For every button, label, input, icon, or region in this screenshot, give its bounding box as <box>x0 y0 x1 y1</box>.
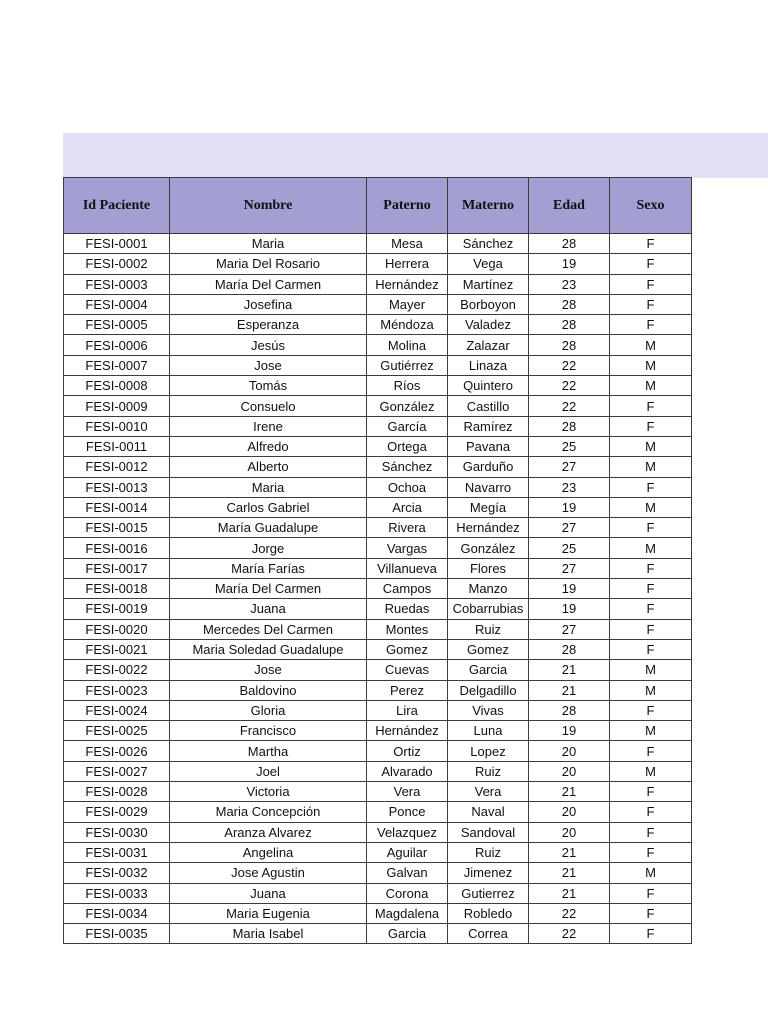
cell-sexo: M <box>610 376 692 396</box>
cell-materno: Borboyon <box>448 294 529 314</box>
cell-paterno: Ortega <box>367 436 448 456</box>
cell-nombre: Gloria <box>170 700 367 720</box>
cell-edad: 21 <box>529 680 610 700</box>
table-row <box>64 680 692 700</box>
cell-paterno: Hernández <box>367 274 448 294</box>
cell-paterno: González <box>367 396 448 416</box>
table-row <box>64 416 692 436</box>
cell-id-paciente: FESI-0028 <box>64 782 170 802</box>
cell-edad: 19 <box>529 599 610 619</box>
cell-nombre: Irene <box>170 416 367 436</box>
cell-paterno: Herrera <box>367 254 448 274</box>
table-row <box>64 234 692 254</box>
cell-nombre: Maria Isabel <box>170 924 367 944</box>
cell-paterno: Gomez <box>367 639 448 659</box>
cell-paterno: Alvarado <box>367 761 448 781</box>
header-edad: Edad <box>529 178 610 234</box>
cell-paterno: Rivera <box>367 518 448 538</box>
cell-id-paciente: FESI-0031 <box>64 842 170 862</box>
header-sexo: Sexo <box>610 178 692 234</box>
table-row <box>64 599 692 619</box>
cell-sexo: M <box>610 355 692 375</box>
cell-id-paciente: FESI-0030 <box>64 822 170 842</box>
cell-sexo: M <box>610 436 692 456</box>
table-row <box>64 518 692 538</box>
cell-id-paciente: FESI-0003 <box>64 274 170 294</box>
table-row <box>64 436 692 456</box>
cell-nombre: María Guadalupe <box>170 518 367 538</box>
table-body <box>64 234 692 944</box>
cell-materno: Martínez <box>448 274 529 294</box>
table-row <box>64 782 692 802</box>
table-row <box>64 396 692 416</box>
cell-sexo: F <box>610 518 692 538</box>
cell-id-paciente: FESI-0026 <box>64 741 170 761</box>
cell-edad: 19 <box>529 254 610 274</box>
cell-paterno: Gutiérrez <box>367 355 448 375</box>
cell-id-paciente: FESI-0020 <box>64 619 170 639</box>
cell-sexo: M <box>610 680 692 700</box>
cell-sexo: M <box>610 863 692 883</box>
cell-sexo: M <box>610 761 692 781</box>
cell-paterno: Sánchez <box>367 457 448 477</box>
cell-paterno: Cuevas <box>367 660 448 680</box>
cell-sexo: F <box>610 903 692 923</box>
cell-edad: 19 <box>529 497 610 517</box>
cell-nombre: Consuelo <box>170 396 367 416</box>
cell-edad: 27 <box>529 619 610 639</box>
header-row <box>64 178 692 234</box>
cell-materno: Ruiz <box>448 761 529 781</box>
cell-id-paciente: FESI-0008 <box>64 376 170 396</box>
cell-paterno: Molina <box>367 335 448 355</box>
cell-materno: Gomez <box>448 639 529 659</box>
cell-id-paciente: FESI-0005 <box>64 315 170 335</box>
cell-materno: Lopez <box>448 741 529 761</box>
cell-edad: 21 <box>529 863 610 883</box>
cell-materno: Flores <box>448 558 529 578</box>
cell-sexo: F <box>610 924 692 944</box>
cell-id-paciente: FESI-0032 <box>64 863 170 883</box>
cell-id-paciente: FESI-0004 <box>64 294 170 314</box>
cell-edad: 28 <box>529 335 610 355</box>
header-id-paciente: Id Paciente <box>64 178 170 234</box>
cell-paterno: Galvan <box>367 863 448 883</box>
cell-materno: Gutierrez <box>448 883 529 903</box>
cell-paterno: Magdalena <box>367 903 448 923</box>
cell-nombre: Juana <box>170 599 367 619</box>
table-row <box>64 274 692 294</box>
cell-nombre: Jose <box>170 355 367 375</box>
cell-edad: 21 <box>529 842 610 862</box>
cell-nombre: Jose Agustin <box>170 863 367 883</box>
table-row <box>64 802 692 822</box>
cell-paterno: Campos <box>367 579 448 599</box>
cell-paterno: Lira <box>367 700 448 720</box>
cell-edad: 28 <box>529 639 610 659</box>
cell-materno: Sánchez <box>448 234 529 254</box>
cell-nombre: Carlos Gabriel <box>170 497 367 517</box>
cell-nombre: Maria Eugenia <box>170 903 367 923</box>
cell-sexo: F <box>610 294 692 314</box>
cell-edad: 21 <box>529 660 610 680</box>
cell-paterno: Ortiz <box>367 741 448 761</box>
cell-edad: 23 <box>529 477 610 497</box>
cell-id-paciente: FESI-0016 <box>64 538 170 558</box>
cell-nombre: Joel <box>170 761 367 781</box>
cell-nombre: Maria Soledad Guadalupe <box>170 639 367 659</box>
cell-materno: Ramírez <box>448 416 529 436</box>
cell-sexo: F <box>610 579 692 599</box>
cell-nombre: Jesús <box>170 335 367 355</box>
cell-id-paciente: FESI-0024 <box>64 700 170 720</box>
cell-paterno: Vera <box>367 782 448 802</box>
cell-paterno: Ruedas <box>367 599 448 619</box>
header-materno: Materno <box>448 178 529 234</box>
cell-paterno: Aguilar <box>367 842 448 862</box>
cell-paterno: Velazquez <box>367 822 448 842</box>
cell-paterno: Corona <box>367 883 448 903</box>
cell-paterno: Hernández <box>367 721 448 741</box>
table-row <box>64 903 692 923</box>
table-row <box>64 619 692 639</box>
table-row <box>64 355 692 375</box>
cell-edad: 28 <box>529 294 610 314</box>
cell-sexo: F <box>610 234 692 254</box>
cell-id-paciente: FESI-0002 <box>64 254 170 274</box>
cell-paterno: Ponce <box>367 802 448 822</box>
cell-nombre: Tomás <box>170 376 367 396</box>
table-row <box>64 457 692 477</box>
cell-id-paciente: FESI-0001 <box>64 234 170 254</box>
cell-sexo: F <box>610 254 692 274</box>
cell-materno: Garcia <box>448 660 529 680</box>
cell-sexo: F <box>610 802 692 822</box>
table-row <box>64 700 692 720</box>
header-paterno: Paterno <box>367 178 448 234</box>
table-row <box>64 842 692 862</box>
cell-sexo: M <box>610 538 692 558</box>
table-row <box>64 721 692 741</box>
cell-id-paciente: FESI-0025 <box>64 721 170 741</box>
cell-nombre: Alfredo <box>170 436 367 456</box>
cell-id-paciente: FESI-0022 <box>64 660 170 680</box>
cell-materno: Ruiz <box>448 619 529 639</box>
cell-nombre: Josefina <box>170 294 367 314</box>
table-row <box>64 741 692 761</box>
cell-nombre: Martha <box>170 741 367 761</box>
cell-nombre: Baldovino <box>170 680 367 700</box>
cell-id-paciente: FESI-0027 <box>64 761 170 781</box>
table-row <box>64 883 692 903</box>
cell-materno: Delgadillo <box>448 680 529 700</box>
table-row <box>64 294 692 314</box>
cell-sexo: F <box>610 883 692 903</box>
table-row <box>64 254 692 274</box>
cell-edad: 27 <box>529 518 610 538</box>
cell-sexo: F <box>610 782 692 802</box>
table-row <box>64 315 692 335</box>
cell-paterno: Perez <box>367 680 448 700</box>
cell-sexo: F <box>610 558 692 578</box>
cell-materno: Quintero <box>448 376 529 396</box>
table-row <box>64 579 692 599</box>
cell-materno: Navarro <box>448 477 529 497</box>
cell-edad: 25 <box>529 538 610 558</box>
cell-materno: Vega <box>448 254 529 274</box>
cell-nombre: María Farías <box>170 558 367 578</box>
cell-id-paciente: FESI-0033 <box>64 883 170 903</box>
cell-paterno: Arcia <box>367 497 448 517</box>
cell-sexo: F <box>610 416 692 436</box>
cell-edad: 20 <box>529 741 610 761</box>
table-row <box>64 497 692 517</box>
cell-nombre: Maria Concepción <box>170 802 367 822</box>
cell-edad: 20 <box>529 802 610 822</box>
cell-edad: 28 <box>529 315 610 335</box>
cell-nombre: Angelina <box>170 842 367 862</box>
cell-id-paciente: FESI-0035 <box>64 924 170 944</box>
cell-edad: 27 <box>529 457 610 477</box>
cell-edad: 22 <box>529 924 610 944</box>
cell-edad: 21 <box>529 782 610 802</box>
cell-materno: Megía <box>448 497 529 517</box>
cell-paterno: Ríos <box>367 376 448 396</box>
cell-id-paciente: FESI-0011 <box>64 436 170 456</box>
cell-nombre: María Del Carmen <box>170 579 367 599</box>
title-banner <box>63 133 768 178</box>
cell-edad: 22 <box>529 355 610 375</box>
table-row <box>64 558 692 578</box>
cell-materno: Sandoval <box>448 822 529 842</box>
cell-id-paciente: FESI-0006 <box>64 335 170 355</box>
cell-edad: 20 <box>529 822 610 842</box>
cell-nombre: Esperanza <box>170 315 367 335</box>
cell-materno: Naval <box>448 802 529 822</box>
cell-materno: Zalazar <box>448 335 529 355</box>
table-row <box>64 335 692 355</box>
cell-materno: Cobarrubias <box>448 599 529 619</box>
cell-id-paciente: FESI-0013 <box>64 477 170 497</box>
table-row <box>64 863 692 883</box>
cell-sexo: F <box>610 700 692 720</box>
header-nombre: Nombre <box>170 178 367 234</box>
cell-materno: Linaza <box>448 355 529 375</box>
cell-materno: Robledo <box>448 903 529 923</box>
cell-id-paciente: FESI-0015 <box>64 518 170 538</box>
cell-materno: Pavana <box>448 436 529 456</box>
cell-edad: 28 <box>529 700 610 720</box>
cell-id-paciente: FESI-0023 <box>64 680 170 700</box>
cell-id-paciente: FESI-0014 <box>64 497 170 517</box>
cell-sexo: F <box>610 477 692 497</box>
cell-paterno: Ochoa <box>367 477 448 497</box>
table-row <box>64 660 692 680</box>
cell-nombre: Juana <box>170 883 367 903</box>
cell-sexo: M <box>610 457 692 477</box>
cell-materno: Valadez <box>448 315 529 335</box>
cell-materno: Correa <box>448 924 529 944</box>
cell-edad: 28 <box>529 416 610 436</box>
cell-sexo: M <box>610 335 692 355</box>
cell-nombre: Alberto <box>170 457 367 477</box>
cell-id-paciente: FESI-0007 <box>64 355 170 375</box>
cell-paterno: Méndoza <box>367 315 448 335</box>
patients-table <box>63 177 692 944</box>
cell-sexo: F <box>610 822 692 842</box>
table-row <box>64 538 692 558</box>
cell-id-paciente: FESI-0017 <box>64 558 170 578</box>
cell-paterno: Villanueva <box>367 558 448 578</box>
cell-sexo: M <box>610 660 692 680</box>
cell-id-paciente: FESI-0009 <box>64 396 170 416</box>
cell-edad: 22 <box>529 903 610 923</box>
cell-id-paciente: FESI-0034 <box>64 903 170 923</box>
cell-sexo: F <box>610 741 692 761</box>
cell-materno: Luna <box>448 721 529 741</box>
cell-nombre: Aranza Alvarez <box>170 822 367 842</box>
cell-sexo: M <box>610 721 692 741</box>
cell-id-paciente: FESI-0029 <box>64 802 170 822</box>
cell-materno: Jimenez <box>448 863 529 883</box>
cell-edad: 19 <box>529 721 610 741</box>
cell-nombre: Jorge <box>170 538 367 558</box>
cell-materno: Vera <box>448 782 529 802</box>
cell-paterno: Vargas <box>367 538 448 558</box>
cell-nombre: María Del Carmen <box>170 274 367 294</box>
table-row <box>64 477 692 497</box>
cell-edad: 21 <box>529 883 610 903</box>
cell-sexo: F <box>610 842 692 862</box>
cell-id-paciente: FESI-0012 <box>64 457 170 477</box>
cell-paterno: Montes <box>367 619 448 639</box>
cell-edad: 19 <box>529 579 610 599</box>
cell-materno: González <box>448 538 529 558</box>
cell-edad: 28 <box>529 234 610 254</box>
cell-sexo: F <box>610 396 692 416</box>
table-row <box>64 639 692 659</box>
cell-paterno: Garcia <box>367 924 448 944</box>
cell-materno: Castillo <box>448 396 529 416</box>
cell-nombre: Jose <box>170 660 367 680</box>
cell-edad: 27 <box>529 558 610 578</box>
cell-edad: 22 <box>529 396 610 416</box>
cell-sexo: F <box>610 274 692 294</box>
cell-id-paciente: FESI-0010 <box>64 416 170 436</box>
table-row <box>64 376 692 396</box>
cell-edad: 25 <box>529 436 610 456</box>
cell-edad: 22 <box>529 376 610 396</box>
cell-edad: 23 <box>529 274 610 294</box>
cell-materno: Ruiz <box>448 842 529 862</box>
cell-nombre: Francisco <box>170 721 367 741</box>
cell-nombre: Victoria <box>170 782 367 802</box>
cell-sexo: F <box>610 619 692 639</box>
cell-nombre: Maria <box>170 234 367 254</box>
cell-materno: Vivas <box>448 700 529 720</box>
cell-sexo: F <box>610 315 692 335</box>
cell-sexo: M <box>610 497 692 517</box>
cell-materno: Hernández <box>448 518 529 538</box>
cell-id-paciente: FESI-0018 <box>64 579 170 599</box>
cell-paterno: Mesa <box>367 234 448 254</box>
cell-id-paciente: FESI-0021 <box>64 639 170 659</box>
cell-sexo: F <box>610 639 692 659</box>
cell-nombre: Mercedes Del Carmen <box>170 619 367 639</box>
table-row <box>64 924 692 944</box>
cell-materno: Garduño <box>448 457 529 477</box>
cell-edad: 20 <box>529 761 610 781</box>
cell-nombre: Maria Del Rosario <box>170 254 367 274</box>
cell-paterno: Mayer <box>367 294 448 314</box>
table-row <box>64 761 692 781</box>
cell-materno: Manzo <box>448 579 529 599</box>
cell-sexo: F <box>610 599 692 619</box>
table-row <box>64 822 692 842</box>
cell-id-paciente: FESI-0019 <box>64 599 170 619</box>
cell-paterno: García <box>367 416 448 436</box>
cell-nombre: Maria <box>170 477 367 497</box>
